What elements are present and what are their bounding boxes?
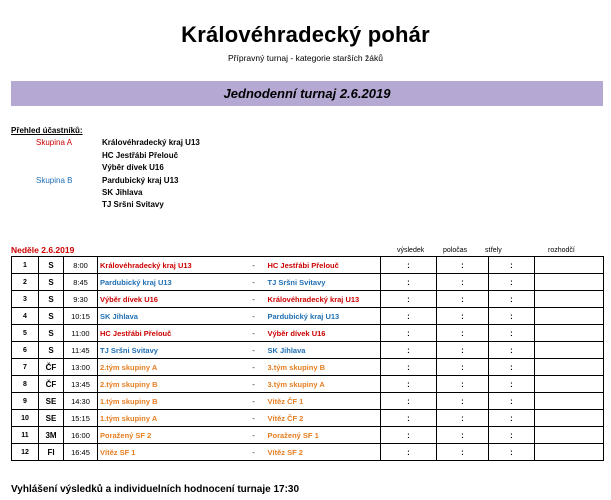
- away-team: 3.tým skupiny A: [267, 379, 325, 389]
- table-row: [12, 393, 604, 410]
- shots-cell[interactable]: :: [489, 376, 535, 393]
- referee-cell[interactable]: [535, 444, 604, 461]
- result-cell[interactable]: :: [381, 325, 437, 342]
- group-b-team: TJ Sršni Svitavy: [102, 200, 164, 209]
- away-team: Vítěz ČF 1: [267, 396, 304, 406]
- group-a-label: Skupina A: [36, 138, 73, 147]
- result-cell[interactable]: :: [381, 444, 437, 461]
- match-stage: SE: [39, 410, 64, 427]
- referee-cell[interactable]: [535, 257, 604, 274]
- table-row: [12, 257, 604, 274]
- table-row: [12, 359, 604, 376]
- match-time: 8:00: [64, 257, 98, 274]
- match-stage: S: [39, 308, 64, 325]
- match-stage: S: [39, 274, 64, 291]
- referee-cell[interactable]: [535, 393, 604, 410]
- group-b-label: Skupina B: [36, 176, 73, 185]
- shots-cell[interactable]: :: [489, 257, 535, 274]
- page-title: Královéhradecký pohár: [181, 22, 430, 47]
- schedule-date: Neděle 2.6.2019: [11, 245, 75, 255]
- match-time: 16:00: [64, 427, 98, 444]
- vs-separator: -: [252, 430, 255, 440]
- result-cell[interactable]: :: [381, 393, 437, 410]
- match-time: 9:30: [64, 291, 98, 308]
- referee-cell[interactable]: [535, 342, 604, 359]
- referee-cell[interactable]: [535, 291, 604, 308]
- referee-cell[interactable]: [535, 427, 604, 444]
- result-cell[interactable]: :: [381, 410, 437, 427]
- shots-cell[interactable]: :: [489, 325, 535, 342]
- match-stage: FI: [39, 444, 64, 461]
- referee-cell[interactable]: [535, 410, 604, 427]
- group-b-team: SK Jihlava: [102, 188, 143, 197]
- shots-cell[interactable]: :: [489, 393, 535, 410]
- halftime-cell[interactable]: :: [437, 342, 489, 359]
- match-number: 6: [12, 342, 39, 359]
- halftime-cell[interactable]: :: [437, 410, 489, 427]
- home-team: Vítěz SF 1: [100, 447, 136, 457]
- match-number: 2: [12, 274, 39, 291]
- shots-cell[interactable]: :: [489, 427, 535, 444]
- group-a-team: Výběr dívek U16: [102, 163, 164, 172]
- match-stage: 3M: [39, 427, 64, 444]
- table-row: [12, 342, 604, 359]
- match-number: 3: [12, 291, 39, 308]
- match-number: 12: [12, 444, 39, 461]
- group-b-team: Pardubický kraj U13: [102, 176, 179, 185]
- table-row: [12, 325, 604, 342]
- shots-cell[interactable]: :: [489, 444, 535, 461]
- table-row: [12, 444, 604, 461]
- halftime-cell[interactable]: :: [437, 291, 489, 308]
- table-row: [12, 274, 604, 291]
- match-time: 10:15: [64, 308, 98, 325]
- away-team: Královéhradecký kraj U13: [267, 294, 360, 304]
- column-header-halftime: poločas: [443, 247, 468, 254]
- halftime-cell[interactable]: :: [437, 325, 489, 342]
- shots-cell[interactable]: :: [489, 359, 535, 376]
- halftime-cell[interactable]: :: [437, 444, 489, 461]
- match-stage: ČF: [39, 376, 64, 393]
- vs-separator: -: [252, 328, 255, 338]
- table-row: [12, 376, 604, 393]
- match-time: 11:45: [64, 342, 98, 359]
- home-team: Pardubický kraj U13: [100, 277, 172, 287]
- match-stage: S: [39, 325, 64, 342]
- halftime-cell[interactable]: :: [437, 308, 489, 325]
- home-team: 2.tým skupiny A: [100, 362, 158, 372]
- shots-cell[interactable]: :: [489, 291, 535, 308]
- match-time: 8:45: [64, 274, 98, 291]
- result-cell[interactable]: :: [381, 291, 437, 308]
- match-number: 4: [12, 308, 39, 325]
- result-cell[interactable]: :: [381, 376, 437, 393]
- match-time: 15:15: [64, 410, 98, 427]
- away-team: Poražený SF 1: [267, 430, 319, 440]
- table-row: [12, 291, 604, 308]
- group-a-team: HC Jestřábi Přelouč: [102, 151, 179, 160]
- away-team: 3.tým skupiny B: [267, 362, 326, 372]
- match-stage: SE: [39, 393, 64, 410]
- vs-separator: -: [252, 260, 255, 270]
- match-time: 14:30: [64, 393, 98, 410]
- home-team: 1.tým skupiny B: [100, 396, 158, 406]
- halftime-cell[interactable]: :: [437, 376, 489, 393]
- table-row: [12, 427, 604, 444]
- result-cell[interactable]: :: [381, 342, 437, 359]
- away-team: Vítěz ČF 2: [267, 413, 304, 423]
- match-number: 9: [12, 393, 39, 410]
- schedule-table: [11, 256, 604, 461]
- group-a-team: Královéhradecký kraj U13: [102, 138, 200, 147]
- shots-cell[interactable]: :: [489, 410, 535, 427]
- match-stage: ČF: [39, 359, 64, 376]
- vs-separator: -: [252, 311, 255, 321]
- away-team: TJ Sršni Svitavy: [267, 277, 326, 287]
- table-row: [12, 410, 604, 427]
- vs-separator: -: [252, 396, 255, 406]
- home-team: Královéhradecký kraj U13: [100, 260, 192, 270]
- referee-cell[interactable]: [535, 325, 604, 342]
- halftime-cell[interactable]: :: [437, 257, 489, 274]
- vs-separator: -: [252, 413, 255, 423]
- shots-cell[interactable]: :: [489, 274, 535, 291]
- match-number: 10: [12, 410, 39, 427]
- result-cell[interactable]: :: [381, 274, 437, 291]
- vs-separator: -: [252, 277, 255, 287]
- home-team: 2.tým skupiny B: [100, 379, 158, 389]
- halftime-cell[interactable]: :: [437, 393, 489, 410]
- awards-footer: Vyhlášení výsledků a individuelních hodnocení turnaje 17:30: [11, 484, 300, 495]
- halftime-cell[interactable]: :: [437, 274, 489, 291]
- event-banner: Jednodenní turnaj 2.6.2019: [11, 81, 603, 106]
- referee-cell[interactable]: [535, 308, 604, 325]
- shots-cell[interactable]: :: [489, 342, 535, 359]
- vs-separator: -: [252, 294, 255, 304]
- halftime-cell[interactable]: :: [437, 359, 489, 376]
- column-header-shots: střely: [485, 247, 502, 254]
- vs-separator: -: [252, 345, 255, 355]
- match-time: 16:45: [64, 444, 98, 461]
- match-stage: S: [39, 342, 64, 359]
- match-time: 11:00: [64, 325, 98, 342]
- column-header-referee: rozhodčí: [548, 247, 575, 254]
- column-header-result: výsledek: [397, 247, 425, 254]
- match-time: 13:45: [64, 376, 98, 393]
- home-team: HC Jestřábi Přelouč: [100, 328, 172, 338]
- referee-cell[interactable]: [535, 274, 604, 291]
- referee-cell[interactable]: [535, 359, 604, 376]
- match-stage: S: [39, 257, 64, 274]
- result-cell[interactable]: :: [381, 359, 437, 376]
- vs-separator: -: [252, 362, 255, 372]
- page-subtitle: Přípravný turnaj - kategorie starších žáků: [228, 53, 383, 63]
- match-number: 7: [12, 359, 39, 376]
- away-team: Pardubický kraj U13: [267, 311, 340, 321]
- referee-cell[interactable]: [535, 376, 604, 393]
- halftime-cell[interactable]: :: [437, 427, 489, 444]
- match-number: 8: [12, 376, 39, 393]
- away-team: SK Jihlava: [267, 345, 306, 355]
- home-team: 1.tým skupiny A: [100, 413, 158, 423]
- match-stage: S: [39, 291, 64, 308]
- away-team: Vítěz SF 2: [267, 447, 303, 457]
- match-time: 13:00: [64, 359, 98, 376]
- away-team: Výběr dívek U16: [267, 328, 326, 338]
- away-team: HC Jestřábi Přelouč: [267, 260, 339, 270]
- home-team: Výběr dívek U16: [100, 294, 158, 304]
- match-number: 11: [12, 427, 39, 444]
- home-team: SK Jihlava: [100, 311, 138, 321]
- table-row: [12, 308, 604, 325]
- shots-cell[interactable]: :: [489, 308, 535, 325]
- match-number: 1: [12, 257, 39, 274]
- result-cell[interactable]: :: [381, 427, 437, 444]
- vs-separator: -: [252, 379, 255, 389]
- vs-separator: -: [252, 447, 255, 457]
- home-team: Poražený SF 2: [100, 430, 152, 440]
- match-number: 5: [12, 325, 39, 342]
- result-cell[interactable]: :: [381, 257, 437, 274]
- result-cell[interactable]: :: [381, 308, 437, 325]
- participants-heading: Přehled účastníků:: [11, 126, 83, 135]
- home-team: TJ Sršni Svitavy: [100, 345, 158, 355]
